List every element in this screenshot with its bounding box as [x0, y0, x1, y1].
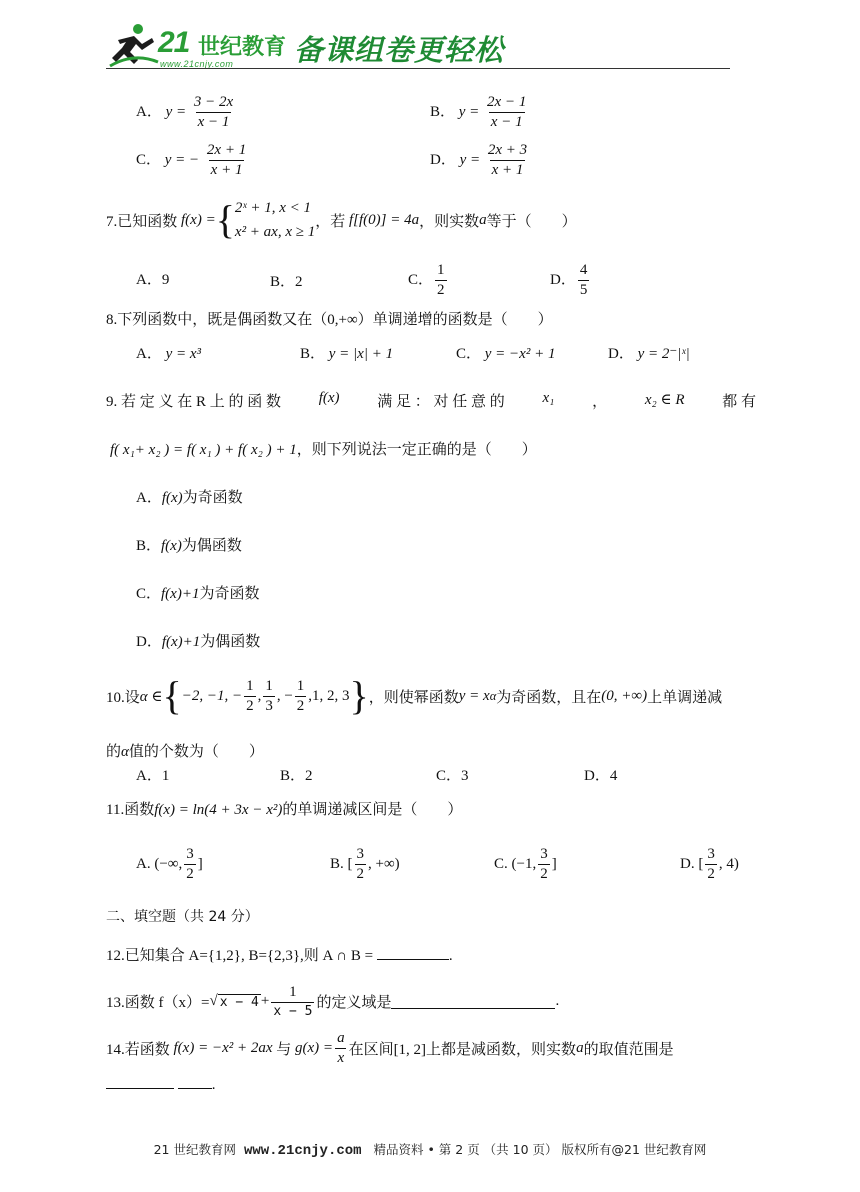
- q12-answer-blank[interactable]: [377, 945, 449, 960]
- q14-stem: 14.若函数 f(x) = −x² + 2ax 与 g(x) = $\frac{a}{x}$ 在区间[1, 2]上都是减函数，则实数 a 的取值范围是: [106, 1030, 674, 1066]
- q7-option-d: D． $\frac{4}{5}$: [550, 262, 588, 298]
- q10-option-d: D．4: [584, 768, 618, 784]
- q13-stem: 13.函数 f（x）= √ x − 4 + $\frac{1}{x - 5}$ 的定义域是 .: [106, 984, 560, 1019]
- q9-option-b: B．f(x)为偶函数: [136, 538, 242, 554]
- q9-stem-line1: 9. 若 定 义 在 R 上 的 函 数 f(x) 满 足 ： 对 任 意 的 x₁ ， x₂ ∈ R 都 有: [106, 390, 756, 410]
- q7-option-c: C． $\frac{1}{2}$: [408, 262, 445, 298]
- q11-option-a: A. (−∞, $\frac{3}{2}$ ]: [136, 846, 203, 882]
- q8-stem: 8.下列函数中，既是偶函数又在（0,+∞）单调递增的函数是（ ）: [106, 312, 553, 328]
- q6-option-a: A． y = $\frac{3 - 2x}{x - 1}$: [136, 94, 234, 130]
- page-footer: 21 世纪教育网 www.21cnjy.com 精品资料 • 第 2 页 （共 10 页） 版权所有@21 世纪教育网: [153, 1142, 707, 1159]
- q8-option-c: C． y = −x² + 1: [456, 346, 556, 362]
- q11-option-c: C. (−1, $\frac{3}{2}$ ]: [494, 846, 557, 882]
- q7-stem: 7.已知函数 f(x) = { 2ˣ + 1, x < 1 x² + ax, x ≥ 1 ，若 f[f(0)] = 4a ，则实数 a 等于（ ）: [106, 197, 577, 242]
- q6-option-d: D． y = $\frac{2x + 3}{x + 1}$: [430, 142, 528, 178]
- q9-option-a: A．f(x)为奇函数: [136, 490, 243, 506]
- q11-stem: 11.函数f(x) = ln(4 + 3x − x²)的单调递减区间是（ ）: [106, 802, 463, 818]
- q12-stem: 12.已知集合 A={1,2}, B={2,3},则 A ∩ B = .: [106, 944, 453, 965]
- header-divider: [106, 68, 730, 69]
- q10-option-a: A．1: [136, 768, 170, 784]
- logo-url: www.21cnjy.com: [160, 59, 234, 69]
- q8-option-a: A． y = x³: [136, 346, 202, 362]
- q9-option-d: D．f(x)+1为偶函数: [136, 634, 261, 650]
- runner-logo-icon: [108, 22, 160, 68]
- q8-option-b: B． y = |x| + 1: [300, 346, 394, 362]
- section-heading-fill-in: 二、填空题（共 24 分）: [106, 909, 259, 925]
- q9-option-c: C．f(x)+1为奇函数: [136, 586, 260, 602]
- q14-answer-line: .: [106, 1074, 216, 1094]
- q7-option-b: B．2: [270, 274, 303, 290]
- footer-url[interactable]: www.21cnjy.com: [243, 1143, 362, 1159]
- q8-option-d: D． y = 2⁻|ˣ|: [608, 346, 690, 362]
- logo-text: 世纪教育: [198, 35, 287, 60]
- q7-option-a: A．9: [136, 272, 170, 288]
- q11-option-b: B. [ $\frac{3}{2}$ , +∞): [330, 846, 400, 882]
- q6-option-c: C． y = − $\frac{2x + 1}{x + 1}$: [136, 142, 247, 178]
- q10-option-b: B．2: [280, 768, 313, 784]
- logo-number: 21: [158, 26, 190, 59]
- q14-answer-blank-1[interactable]: [106, 1074, 174, 1089]
- q10-option-c: C．3: [436, 768, 469, 784]
- q11-option-d: D. [ $\frac{3}{2}$ , 4): [680, 846, 739, 882]
- q10-stem-line1: 10.设 α ∈ { −2, −1, − $\frac{1}{2}$ , $\frac{1}{3}$ , − $\frac{1}{2}$ , 1, 2, 3 } ，则使幂函数 y = x α 为奇函数，且在 (0, +∞) 上单调递减: [106, 673, 723, 718]
- header-slogan: 备课组卷更轻松: [294, 33, 505, 67]
- q6-option-b: B． y = $\frac{2x - 1}{x - 1}$: [430, 94, 527, 130]
- q10-stem-line2: 的α值的个数为（ ）: [106, 744, 264, 760]
- q9-stem-line2: f( x₁+ x₂ ) = f( x₁ ) + f( x₂ ) + 1，则下列说法一定正确的是（ ）: [110, 442, 537, 458]
- q13-answer-blank[interactable]: [391, 994, 555, 1009]
- q14-answer-blank-2[interactable]: [178, 1074, 212, 1089]
